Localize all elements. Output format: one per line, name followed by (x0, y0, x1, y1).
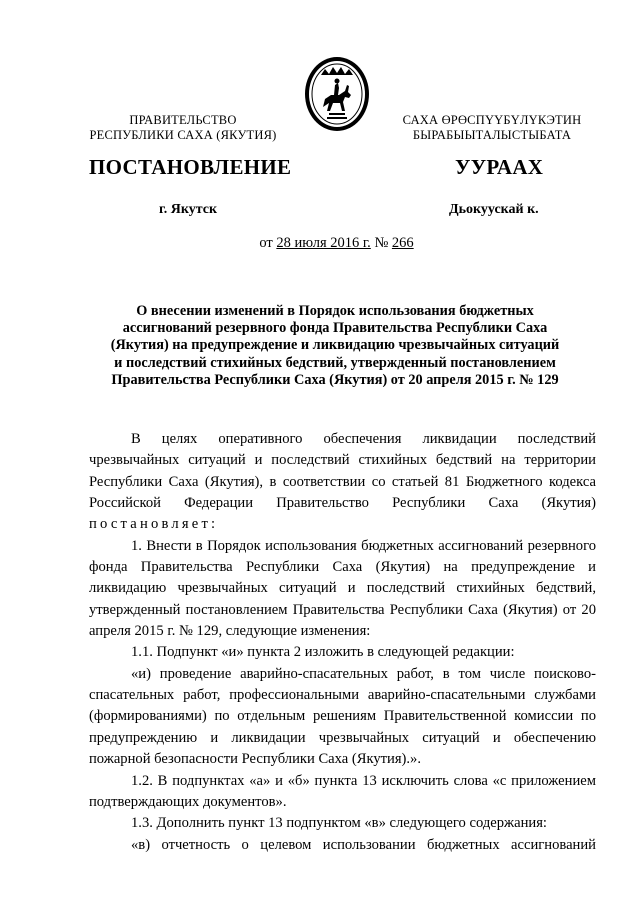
sakha-coat-of-arms-icon (303, 55, 371, 133)
preamble-text: В целях оперативного обеспечения ликвидации последствий чрезвычайных ситуаций и последствий стихийных бедствий на территории Республики Саха (Якутия), в соответствии со статьей 81 Бюджетного кодекса Российской Федерации Правительство Республики Саха (Якутия) (89, 431, 596, 512)
document-body (89, 429, 596, 856)
title-line: Правительства Республики Саха (Якутия) от 20 апреля 2015 г. № 129 (111, 371, 559, 388)
paragraph-1-1: 1.1. Подпункт «и» пункта 2 изложить в следующей редакции: (131, 644, 515, 661)
document-title (110, 303, 560, 389)
paragraph-1: 1. Внести в Порядок использования бюджетных ассигнований резервного фонда Правительства Республики Саха (Якутия) на предупреждение и ликвидацию чрезвычайных ситуаций и последствий стихийных бедствий, утвержденный постановлением Правительства Республики Саха (Якутия) от 20 апреля 2015 г. № 129, следующие изменения: (89, 537, 596, 640)
resolves-word: постановляет: (89, 516, 219, 533)
doc-type-sah: УУРААХ (455, 155, 544, 179)
government-name-ru-line2: РЕСПУБЛИКИ САХА (ЯКУТИЯ) (89, 128, 277, 142)
paragraph-1-3: 1.3. Дополнить пункт 13 подпунктом «в» следующего содержания: (131, 815, 547, 832)
government-name-sah-line1: САХА ӨРӨСПҮҮБҮЛҮКЭТИН (402, 113, 582, 127)
city-ru: г. Якутск (159, 202, 218, 217)
doc-type-ru: ПОСТАНОВЛЕНИЕ (89, 155, 292, 179)
number-prefix: № (370, 235, 392, 251)
title-line: (Якутия) на предупреждение и ликвидацию чрезвычайных ситуаций (110, 337, 560, 354)
paragraph-1-2: 1.2. В подпунктах «а» и «б» пункта 13 исключить слова «с приложением подтверждающих документов». (89, 772, 596, 810)
title-line: О внесении изменений в Порядок использования бюджетных (136, 303, 534, 319)
government-name-sah-line2: БЫРАБЫЫТАЛЫСТЫБАТА (412, 128, 572, 142)
city-sah: Дьокуускай к. (449, 202, 539, 217)
document-date-line (0, 235, 640, 252)
date-prefix: от (259, 235, 277, 251)
government-name-ru-line1: ПРАВИТЕЛЬСТВО (129, 113, 237, 127)
header-right (386, 113, 598, 143)
paragraph-quote-i: «и) проведение аварийно-спасательных работ, в том числе поисково-спасательных работ, профессиональными аварийно-спасательными службами (формированиями) по отдельным решениям Правительственной комиссии по предупреждению и ликвидации чрезвычайных ситуаций и обеспечению пожарной безопасности Республики Саха (Якутия).». (89, 665, 596, 768)
paragraph-quote-v: «в) отчетность о целевом использовании бюджетных ассигнований (131, 836, 596, 853)
document-date: 28 июля 2016 г. (276, 235, 371, 251)
header-left (78, 113, 288, 143)
paragraph-preamble (89, 429, 596, 536)
title-line: ассигнований резервного фонда Правительства Республики Саха (122, 320, 548, 337)
title-line: и последствий стихийных бедствий, утвержденный постановлением (114, 354, 556, 371)
document-number: 266 (391, 235, 414, 251)
